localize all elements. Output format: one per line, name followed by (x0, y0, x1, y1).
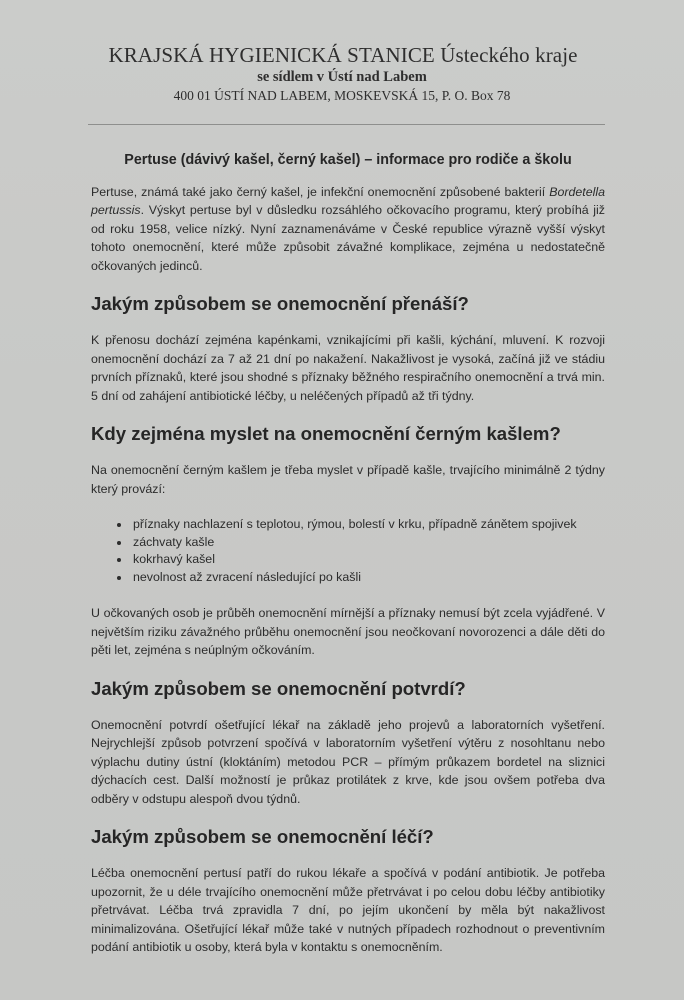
list-item (117, 569, 605, 587)
list-item-text: příznaky nachlazení s teplotou, rýmou, bolestí v krku, případně zánětem spojivek (133, 517, 577, 532)
document-body (91, 150, 605, 956)
bullet-icon (117, 523, 121, 527)
intro-italic-species: Bordetella pertussis (91, 185, 605, 218)
section-paragraph: Na onemocnění černým kašlem je třeba myslet v případě kašle, trvajícího minimálně 2 týdny který provází: (91, 463, 605, 496)
bullet-icon (117, 558, 121, 562)
bullet-icon (117, 541, 121, 545)
section-treatment (91, 825, 605, 956)
list-item (117, 551, 605, 569)
list-item-text: kokrhavý kašel (133, 552, 215, 567)
list-item-text: záchvaty kašle (133, 534, 215, 549)
list-item (117, 516, 605, 534)
organization-seat: se sídlem v Ústí nad Labem (257, 69, 427, 85)
section-heading: Jakým způsobem se onemocnění potvrdí? (91, 677, 466, 699)
intro-text-start: Pertuse, známá také jako černý kašel, je infekční onemocnění způsobené bakterií (91, 185, 550, 199)
section-transmission (91, 295, 605, 405)
letterhead-divider (88, 124, 605, 125)
section-symptoms (91, 425, 605, 659)
section-paragraph: Léčba onemocnění pertusí patří do rukou lékaře a spočívá v podání antibiotik. Je potřeba upozornit, že u déle trvajícího onemocnění může přetrvávat i po celou dobu léčby antibiotiky přetrvávat. Léčba trvá zpravidla 7 dní, po jejím ukončení by měla být nakažlivost minimalizována. Ošetřující lékař může také v nutných případech rozhodnout o preventivním podání antibiotik u osoby, která byla v kontaktu s onemocněním. (91, 866, 605, 954)
bullet-icon (117, 576, 121, 580)
section-paragraph: K přenosu dochází zejména kapénkami, vznikajícími při kašli, kýchání, mluvení. K rozvoji onemocnění dochází za 7 až 21 dní po nakažení. Nakažlivost je vysoká, začíná již ve stádiu prvních příznaků, které jsou shodné s příznaky běžného respiračního onemocnění a trvá min. 5 dní od zahájení antibiotické léčby, u neléčených případů až tři týdny. (91, 333, 605, 403)
intro-paragraph (91, 183, 605, 275)
section-diagnosis (91, 677, 605, 808)
organization-name: KRAJSKÁ HYGIENICKÁ STANICE Ústeckého kraje (108, 43, 578, 67)
section-heading: Kdy zejména myslet na onemocnění černým kašlem? (91, 423, 561, 445)
document-title: Pertuse (dávivý kašel, černý kašel) – informace pro rodiče a školu (124, 152, 572, 168)
list-item (117, 534, 605, 552)
section-heading: Jakým způsobem se onemocnění léčí? (91, 825, 434, 847)
intro-text-end: . Výskyt pertuse byl v důsledku rozsáhlého očkovacího programu, který probíhá již od roku 1958, velice nízký. Nyní zaznamenáváme v České republice výrazně vyšší výskyt tohoto onemocnění, které může způsobit závažné komplikace, zejména u nedostatečně očkovaných jedinců. (91, 203, 605, 273)
section-paragraph: U očkovaných osob je průběh onemocnění mírnější a příznaky nemusí být zcela vyjádřené. V největším riziku závažného průběhu onemocnění jsou neočkovaní novorozenci a dále děti do pěti let, zejména s neúplným očkováním. (91, 606, 605, 658)
section-paragraph: Onemocnění potvrdí ošetřující lékař na základě jeho projevů a laboratorních vyšetření. Nejrychlejší způsob potvrzení spočívá v laboratorním vyšetření výtěru z nosohltanu nebo výplachu dutiny ústní (kloktáním) metodou PCR – přímým průkazem bordetel na sliznici dýchacích cest. Další možností je průkaz protilátek z krve, kde jsou ovšem potřeba dva odběry v odstupu alespoň dvou týdnů. (91, 717, 605, 806)
letterhead (0, 42, 684, 105)
organization-address: 400 01 ÚSTÍ NAD LABEM, MOSKEVSKÁ 15, P. O. Box 78 (173, 88, 511, 103)
section-heading: Jakým způsobem se onemocnění přenáší? (91, 293, 469, 315)
symptoms-list (91, 516, 605, 586)
list-item-text: nevolnost až zvracení následující po kašli (133, 569, 361, 584)
